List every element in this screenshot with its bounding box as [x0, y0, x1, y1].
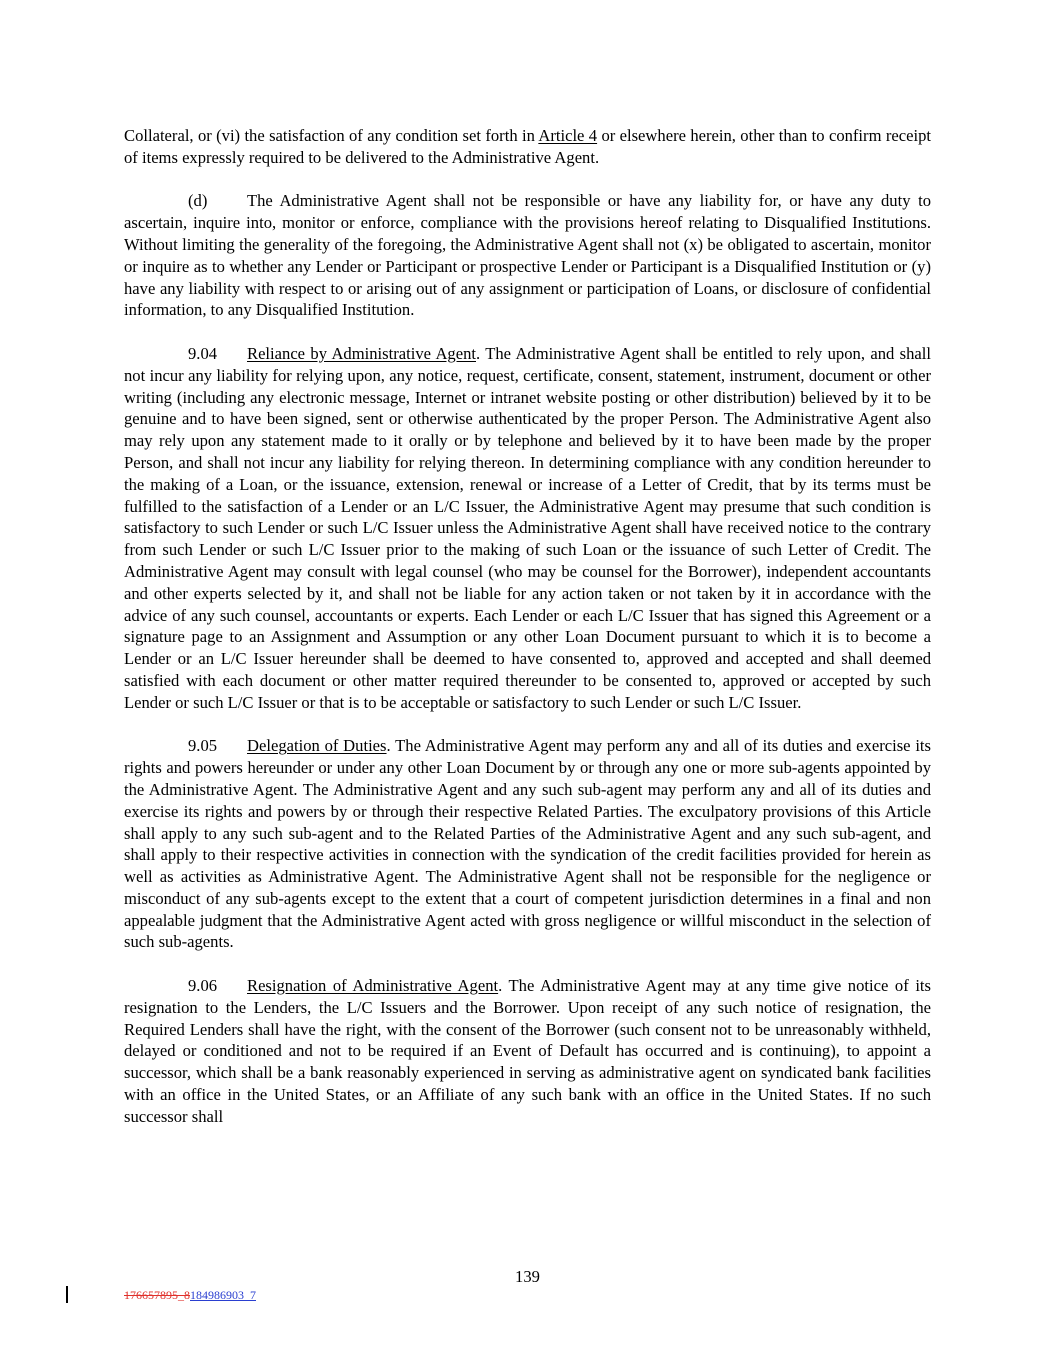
section-9-04-number: 9.04: [188, 343, 218, 363]
document-id-inserted: 184986903_7: [190, 1288, 256, 1302]
section-9-04-text: . The Administrative Agent shall be entitled to rely upon, and shall not incur any liability for relying upon, any notice, request, certificate, consent, statement, instrument, document or other writing (including any electronic message, Internet or intranet website posting or other distribution) believed by it to be genuine and to have been signed, sent or otherwise authenticated by the proper Person. The Administrative Agent also may rely upon any statement made to it orally or by telephone and believed by it to have been made by the proper Person, and shall not incur any liability for relying thereon. In determining compliance with any condition hereunder to the making of a Loan, or the issuance, extension, renewal or increase of a Letter of Credit, that by its terms must be fulfilled to the satisfaction of a Lender or an L/C Issuer, the Administrative Agent may presume that such condition is satisfactory to such Lender or such L/C Issuer unless the Administrative Agent shall have received notice to the contrary from such Lender or such L/C Issuer prior to the making of such Loan or the issuance of such Letter of Credit. The Administrative Agent may consult with legal counsel (who may be counsel for the Borrower), independent accountants and other experts selected by it, and shall not be liable for any action taken or not taken by it in accordance with the advice of any such counsel, accountants or experts. Each Lender or each L/C Issuer that has signed this Agreement or a signature page to an Assignment and Assumption or any other Loan Document pursuant to which it is to become a Lender or an L/C Issuer hereunder shall be deemed to have consented to, approved and accepted and shall deemed satisfied with each document or other matter required thereunder to be consented to, approved or accepted by such Lender or such L/C Issuer or that is to be acceptable or satisfactory to such Lender or such L/C Issuer.: [124, 343, 931, 712]
section-9-05-text: . The Administrative Agent may perform any and all of its duties and exercise its rights and powers hereunder or under any other Loan Document by or through any one or more sub-agents appointed by the Administrative Agent. The Administrative Agent and any such sub-agent may perform any and all of its duties and exercise its rights and powers by or through their respective Related Parties. The exculpatory provisions of this Article shall apply to any such sub-agent and to the Related Parties of the Administrative Agent and any such sub-agent, and shall apply to their respective activities in connection with the syndication of the credit facilities provided for herein as well as activities as Administrative Agent. The Administrative Agent shall not be responsible for the negligence or misconduct of any sub-agents except to the extent that a court of competent jurisdiction determines in a final and non appealable judgment that the Administrative Agent acted with gross negligence or willful misconduct in the selection of such sub-agents.: [124, 736, 931, 952]
section-9-06-heading: Resignation of Administrative Agent: [247, 976, 499, 996]
paragraph-d-label: (d): [188, 191, 208, 211]
paragraph-d-text: The Administrative Agent shall not be responsible or have any liability for, or have any duty to ascertain, inquire into, monitor or enforce, compliance with the provisions hereof relating to Disqualified Institutions. Without limiting the generality of the foregoing, the Administrative Agent shall not (x) be obligated to ascertain, monitor or inquire as to whether any Lender or Participant or prospective Lender or Participant is a Disqualified Institution or (y) have any liability with respect to or arising out of any assignment or participation of Loans, or disclosure of confidential information, to any Disqualified Institution.: [124, 191, 931, 320]
section-9-06: [124, 975, 931, 1128]
intro-text-before: Collateral, or (vi) the satisfaction of any condition set forth in: [124, 126, 539, 145]
revision-change-bar: [66, 1286, 68, 1303]
section-9-06-number: 9.06: [188, 976, 218, 996]
article-4-reference[interactable]: Article 4: [538, 126, 598, 145]
section-9-05-number: 9.05: [188, 736, 218, 756]
document-body: [124, 125, 931, 1149]
section-9-05: [124, 735, 931, 953]
intro-paragraph: [124, 125, 931, 169]
section-9-04-heading: Reliance by Administrative Agent: [247, 343, 476, 363]
document-id: [124, 1288, 256, 1303]
page-number: 139: [515, 1267, 540, 1286]
paragraph-d: [124, 190, 931, 321]
section-9-04: [124, 343, 931, 714]
document-id-deleted: 176657895_8: [124, 1288, 190, 1302]
section-9-05-heading: Delegation of Duties: [247, 736, 387, 756]
intro-text-after: or elsewhere herein, other than to confirm receipt of items expressly required to be delivered to the Administrative Agent.: [124, 126, 931, 167]
section-9-06-text: . The Administrative Agent may at any time give notice of its resignation to the Lenders, the L/C Issuers and the Borrower. Upon receipt of any such notice of resignation, the Required Lenders shall have the right, with the consent of the Borrower (such consent not to be unreasonably withheld, delayed or conditioned and not to be required if an Event of Default has occurred and is continuing), to appoint a successor, which shall be a bank reasonably experienced in serving as administrative agent on syndicated bank facilities with an office in the United States, or an Affiliate of any such bank with an office in the United States. If no such successor shall: [124, 976, 931, 1126]
